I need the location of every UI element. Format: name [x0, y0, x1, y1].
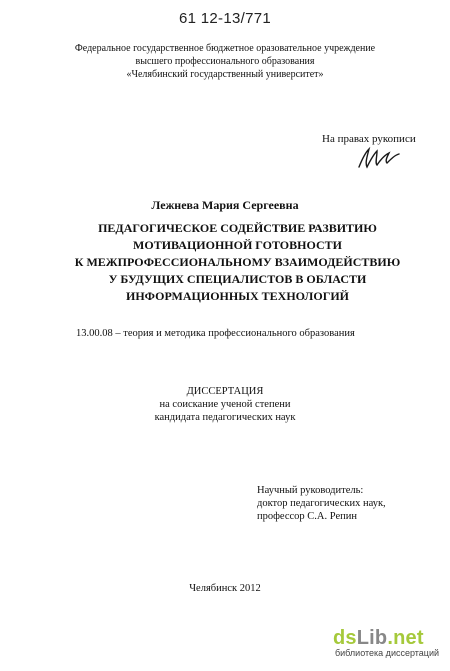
- dissertation-block: [0, 385, 450, 424]
- supervisor-degree: доктор педагогических наук,: [257, 498, 386, 509]
- handwritten-signature: [355, 145, 403, 176]
- title-line: ИНФОРМАЦИОННЫХ ТЕХНОЛОГИЙ: [126, 289, 349, 303]
- supervisor-label: Научный руководитель:: [257, 485, 364, 496]
- dslib-logo: [333, 627, 439, 650]
- degree-line: на соискание ученой степени: [159, 399, 291, 410]
- city-year: Челябинск 2012: [189, 583, 261, 594]
- title-line: У БУДУЩИХ СПЕЦИАЛИСТОВ В ОБЛАСТИ: [108, 272, 367, 286]
- dissertation-heading: ДИССЕРТАЦИЯ: [186, 386, 264, 397]
- institution-block: [0, 42, 450, 81]
- title-line: МОТИВАЦИОННОЙ ГОТОВНОСТИ: [133, 238, 342, 252]
- supervisor-block: [257, 484, 386, 523]
- degree-line: кандидата педагогических наук: [154, 412, 296, 423]
- title-line: ПЕДАГОГИЧЕСКОЕ СОДЕЙСТВИЕ РАЗВИТИЮ: [98, 221, 377, 235]
- logo-lib: Lib: [356, 627, 388, 649]
- institution-line: высшего профессионального образования: [135, 56, 315, 67]
- supervisor-name: профессор С.А. Репин: [257, 511, 357, 522]
- author-name: Лежнева Мария Сергеевна: [151, 198, 299, 212]
- manuscript-rights-label: На правах рукописи: [322, 133, 416, 145]
- archive-stamp: 61 12-13/771: [178, 10, 271, 27]
- institution-line: «Челябинский государственный университет»: [126, 69, 324, 80]
- dslib-watermark[interactable]: [333, 627, 439, 658]
- logo-net: .net: [387, 627, 424, 649]
- watermark-caption: библиотека диссертаций: [335, 648, 440, 658]
- institution-line: Федеральное государственное бюджетное оразовательное учреждение: [74, 43, 376, 54]
- title-line: К МЕЖПРОФЕССИОНАЛЬНОМУ ВЗАИМОДЕЙСТВИЮ: [74, 255, 401, 269]
- logo-ds: ds: [333, 627, 357, 649]
- dissertation-title: [65, 220, 410, 305]
- specialty-code: 13.00.08 – теория и методика профессионального образования: [76, 328, 355, 339]
